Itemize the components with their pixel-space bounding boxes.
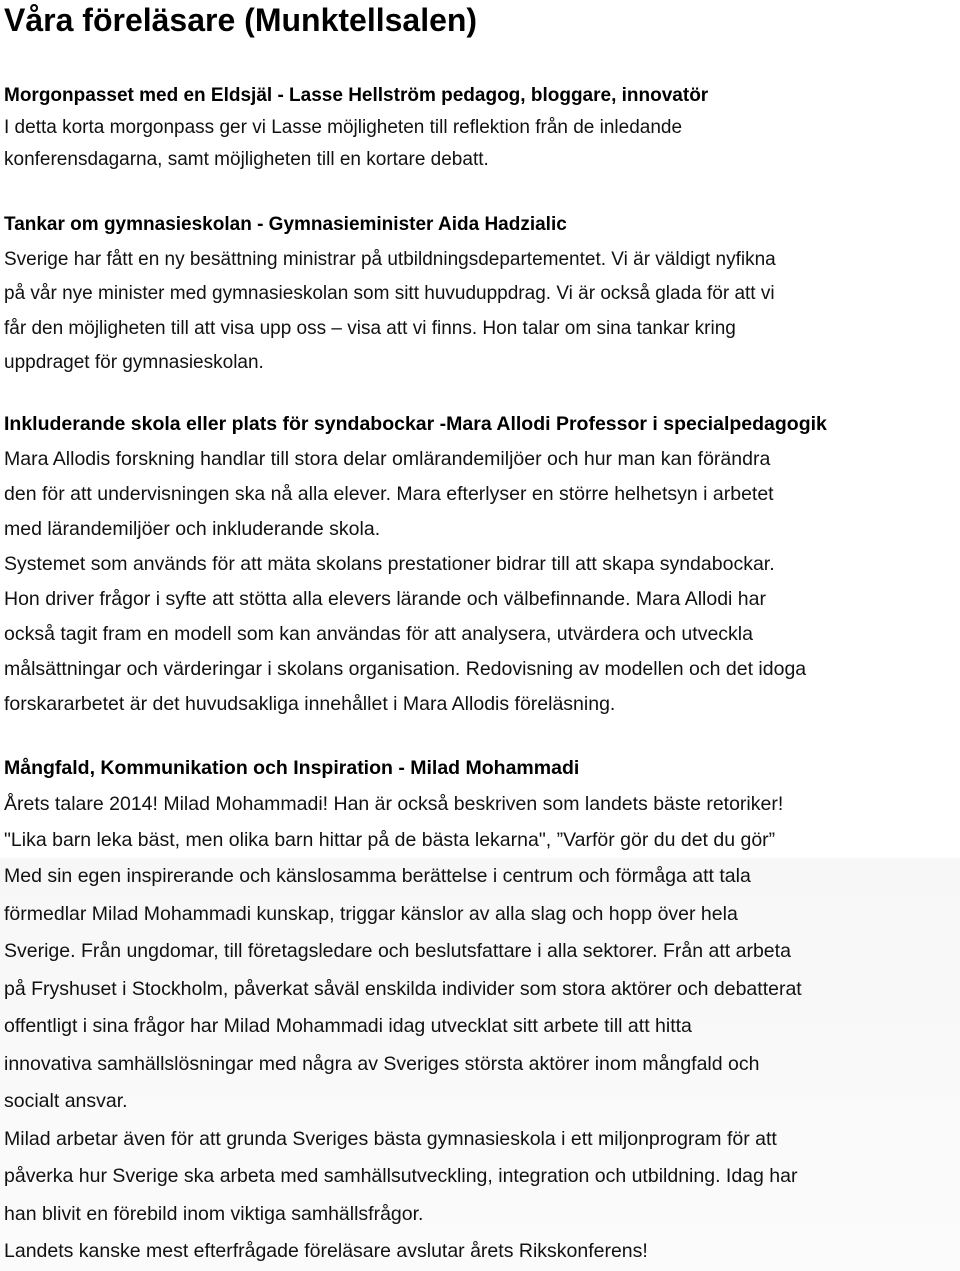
paragraph-line: "Lika barn leka bäst, men olika barn hittar på de bästa lekarna", ”Varför gör du det du gör” xyxy=(4,829,776,851)
paragraph-line: konferensdagarna, samt möjligheten till en kortare debatt. xyxy=(4,149,489,170)
paragraph-line: får den möjligheten till att visa upp oss – visa att vi finns. Hon talar om sina tankar kring xyxy=(4,317,736,339)
paragraph-line: Systemet som används för att mäta skolans prestationer bidrar till att skapa syndabockar. xyxy=(4,553,775,575)
paragraph-line: med lärandemiljöer och inkluderande skola. xyxy=(4,518,381,540)
paragraph-line: målsättningar och värderingar i skolans organisation. Redovisning av modellen och det idoga xyxy=(4,658,807,680)
paragraph-line: Hon driver frågor i syfte att stötta alla elevers lärande och välbefinnande. Mara Allodi har xyxy=(4,588,766,610)
paragraph-line: socialt ansvar. xyxy=(4,1090,128,1112)
paragraph-line: forskararbetet är det huvudsakliga innehållet i Mara Allodis föreläsning. xyxy=(4,693,616,715)
paragraph-line: på vår nye minister med gymnasieskolan som sitt huvuduppdrag. Vi är också glada för att vi xyxy=(4,283,775,304)
section-heading: Morgonpasset med en Eldsjäl - Lasse Hellström pedagog, bloggare, innovatör xyxy=(4,85,709,106)
section-aida-hadzialic xyxy=(4,208,954,381)
paragraph-line: Landets kanske mest efterfrågade föreläsare avslutar årets Rikskonferens! xyxy=(4,1240,648,1262)
section-heading: Inkluderande skola eller plats för syndabockar -Mara Allodi Professor i specialpedagogik xyxy=(4,413,827,435)
paragraph-line: offentligt i sina frågor har Milad Mohammadi idag utvecklat sitt arbete till att hitta xyxy=(4,1015,692,1037)
paragraph-line: uppdraget för gymnasieskolan. xyxy=(4,352,264,373)
section-milad-mohammadi xyxy=(4,750,954,1271)
paragraph-line: förmedlar Milad Mohammadi kunskap, triggar känslor av alla slag och hopp över hela xyxy=(4,902,738,925)
page-title: Våra föreläsare (Munktellsalen) xyxy=(4,2,478,38)
paragraph-line: påverka hur Sverige ska arbeta med samhällsutveckling, integration och utbildning. Idag har xyxy=(4,1165,798,1187)
paragraph-line: han blivit en förebild inom viktiga samhällsfrågor. xyxy=(4,1202,424,1225)
section-heading: Tankar om gymnasieskolan - Gymnasieminister Aida Hadzialic xyxy=(4,214,567,235)
paragraph-line: Med sin egen inspirerande och känslosamma berättelse i centrum och förmåga att tala xyxy=(4,865,751,887)
paragraph-line: Sverige. Från ungdomar, till företagsledare och beslutsfattare i alla sektorer. Från att arbeta xyxy=(4,940,791,962)
section-mara-allodi xyxy=(4,407,954,722)
paragraph-line: I detta korta morgonpass ger vi Lasse möjligheten till reflektion från de inledande xyxy=(4,117,683,138)
paragraph-line: på Fryshuset i Stockholm, påverkat såväl enskilda individer som stora aktörer och debatterat xyxy=(4,977,802,1000)
paragraph-line: Årets talare 2014! Milad Mohammadi! Han är också beskriven som landets bäste retoriker! xyxy=(4,793,784,815)
section-heading: Mångfald, Kommunikation och Inspiration - Milad Mohammadi xyxy=(4,757,580,779)
paragraph-line: den för att undervisningen ska nå alla elever. Mara efterlyser en större helhetsyn i arbetet xyxy=(4,483,774,505)
paragraph-line: också tagit fram en modell som kan användas för att analysera, utvärdera och utveckla xyxy=(4,623,753,645)
paragraph-line: innovativa samhällslösningar med några av Sveriges största aktörer inom mångfald och xyxy=(4,1052,760,1075)
paragraph-line: Mara Allodis forskning handlar till stora delar omlärandemiljöer och hur man kan förändra xyxy=(4,448,771,470)
paragraph-line: Milad arbetar även för att grunda Sveriges bästa gymnasieskola i ett miljonprogram för att xyxy=(4,1127,777,1150)
paragraph-line: Sverige har fått en ny besättning ministrar på utbildningsdepartementet. Vi är väldigt nyfikna xyxy=(4,248,776,270)
section-lasse-hellstrom xyxy=(4,80,954,176)
